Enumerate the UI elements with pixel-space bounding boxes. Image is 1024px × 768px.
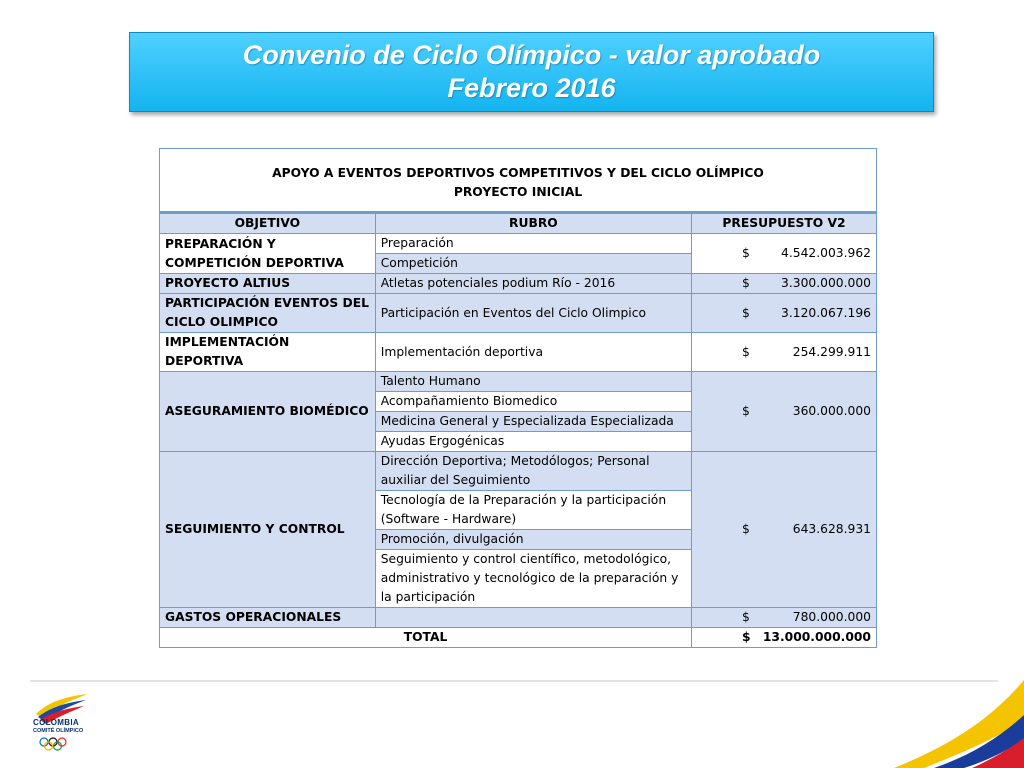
column-header-objetivo: OBJETIVO <box>160 213 376 234</box>
title-line-1: Convenio de Ciclo Olímpico - valor aprobado <box>242 40 821 70</box>
footer-divider <box>30 680 998 682</box>
currency-sign: $ <box>742 246 750 260</box>
rubro-cell: Promoción, divulgación <box>375 530 691 550</box>
currency-sign: $ <box>742 276 750 290</box>
budget-table <box>159 148 877 648</box>
amount-value: 780.000.000 <box>792 610 871 624</box>
title-line-2: Febrero 2016 <box>447 73 616 103</box>
column-header-presupuesto: PRESUPUESTO V2 <box>692 213 877 234</box>
table-row <box>160 274 877 294</box>
table-heading-1: APOYO A EVENTOS DEPORTIVOS COMPETITIVOS Y DEL CICLO OLÍMPICO <box>272 166 764 180</box>
objetivo-cell: PREPARACIÓN Y COMPETICIÓN DEPORTIVA <box>160 234 376 274</box>
table-row <box>160 452 877 491</box>
objetivo-cell: GASTOS OPERACIONALES <box>160 608 376 628</box>
table-heading <box>160 149 877 213</box>
presupuesto-cell <box>692 234 877 274</box>
presupuesto-cell <box>692 274 877 294</box>
table-row <box>160 333 877 372</box>
total-cell <box>692 628 877 648</box>
slide-title <box>129 32 934 112</box>
amount-value: 3.300.000.000 <box>781 276 871 290</box>
amount-value: 360.000.000 <box>792 404 871 418</box>
rubro-cell: Dirección Deportiva; Metodólogos; Personal auxiliar del Seguimiento <box>375 452 691 491</box>
presupuesto-cell <box>692 372 877 452</box>
presupuesto-cell <box>692 333 877 372</box>
rubro-cell: Atletas potenciales podium Río - 2016 <box>375 274 691 294</box>
objetivo-cell: IMPLEMENTACIÓN DEPORTIVA <box>160 333 376 372</box>
table-row <box>160 234 877 254</box>
rubro-cell: Implementación deportiva <box>375 333 691 372</box>
objetivo-cell: PARTICIPACIÓN EVENTOS DEL CICLO OLIMPICO <box>160 294 376 333</box>
currency-sign: $ <box>742 404 750 418</box>
rubro-cell: Preparación <box>375 234 691 254</box>
rubro-cell: Seguimiento y control científico, metodológico, administrativo y tecnológico de la preparación y la participación <box>375 550 691 608</box>
rubro-cell: Talento Humano <box>375 372 691 392</box>
presupuesto-cell <box>692 452 877 608</box>
logo-text-colombia: COLOMBIA <box>33 718 79 727</box>
rubro-cell: Ayudas Ergogénicas <box>375 432 691 452</box>
presupuesto-cell <box>692 608 877 628</box>
currency-sign: $ <box>742 305 750 320</box>
table-row <box>160 294 877 333</box>
rubro-cell: Tecnología de la Preparación y la participación (Software - Hardware) <box>375 491 691 530</box>
rubro-cell: Competición <box>375 254 691 274</box>
rubro-cell <box>375 608 691 628</box>
amount-value: 254.299.911 <box>792 344 871 359</box>
rubro-cell: Medicina General y Especializada Especializada <box>375 412 691 432</box>
total-label: TOTAL <box>160 628 692 648</box>
rubro-cell: Acompañamiento Biomedico <box>375 392 691 412</box>
amount-value: 3.120.067.196 <box>781 305 871 320</box>
objetivo-cell: SEGUIMIENTO Y CONTROL <box>160 452 376 608</box>
currency-sign: $ <box>742 630 751 644</box>
currency-sign: $ <box>742 610 750 624</box>
column-header-rubro: RUBRO <box>375 213 691 234</box>
amount-value: 643.628.931 <box>792 522 871 536</box>
currency-sign: $ <box>742 522 750 536</box>
presupuesto-cell <box>692 294 877 333</box>
logo-text-comite: COMITÉ OLÍMPICO <box>33 728 84 734</box>
total-row <box>160 628 877 648</box>
objetivo-cell: PROYECTO ALTIUS <box>160 274 376 294</box>
table-row <box>160 608 877 628</box>
table-heading-2: PROYECTO INICIAL <box>453 185 583 199</box>
column-header-row <box>160 213 877 234</box>
flag-corner-decoration <box>884 660 1024 768</box>
total-value: 13.000.000.000 <box>762 630 871 644</box>
objetivo-cell: ASEGURAMIENTO BIOMÉDICO <box>160 372 376 452</box>
rubro-cell: Participación en Eventos del Ciclo Olimpico <box>375 294 691 333</box>
table-row <box>160 372 877 392</box>
amount-value: 4.542.003.962 <box>781 246 871 260</box>
currency-sign: $ <box>742 344 750 359</box>
